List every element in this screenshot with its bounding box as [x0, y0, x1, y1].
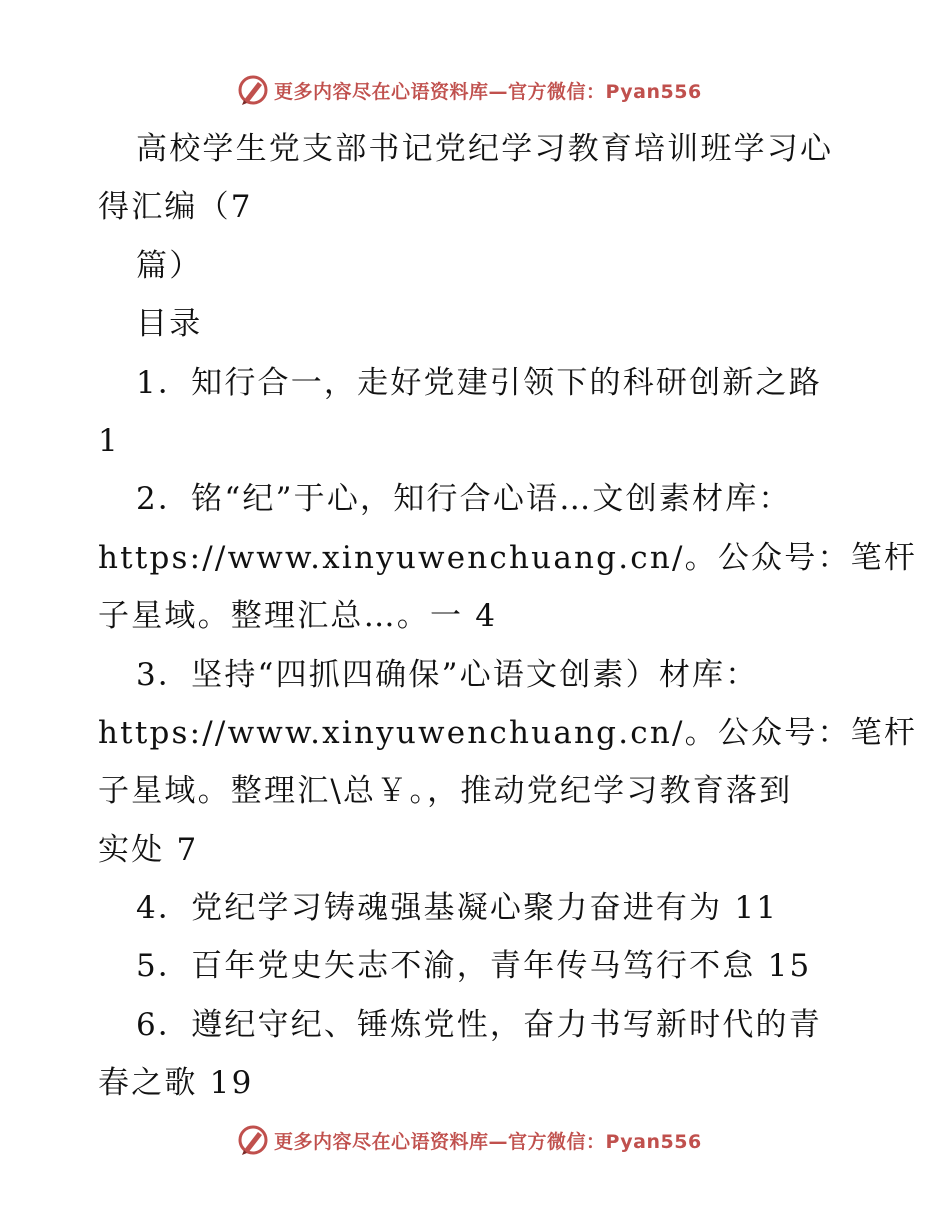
- toc-entry-4: 4．党纪学习铸魂强基凝心聚力奋进有为 11: [136, 890, 779, 927]
- toc-entry-3: 3．坚持“四抓四确保”心语文创素）材库：: [136, 656, 759, 693]
- doc-title-line-2: 得汇编（7: [98, 189, 253, 226]
- toc-entry-2-cont-1: https://www.xinyuwenchuang.cn/。公众号：笔杆: [98, 539, 918, 576]
- toc-entry-1: 1．知行合一，走好党建引领下的科研创新之路: [136, 364, 822, 401]
- doc-title-line-3: 篇）: [136, 247, 203, 284]
- watermark-text: 更多内容尽在心语资料库—官方微信：Pyan556: [274, 1130, 702, 1153]
- toc-entry-1-page: 1: [98, 422, 120, 459]
- toc-entry-2: 2．铭“纪”于心，知行合心语…文创素材库：: [136, 481, 792, 518]
- toc-entry-6-cont: 春之歌 19: [98, 1065, 254, 1102]
- toc-entry-5: 5．百年党史矢志不渝，青年传马笃行不怠 15: [136, 948, 812, 985]
- toc-entry-6: 6．遵纪守纪、锤炼党性，奋力书写新时代的青: [136, 1006, 822, 1043]
- toc-entry-2-cont-2: 子星域。整理汇总…。一 4: [98, 598, 498, 635]
- toc-entry-3-cont-1: https://www.xinyuwenchuang.cn/。公众号：笔杆: [98, 714, 918, 751]
- document-body: [98, 120, 918, 1113]
- watermark-banner-bottom: [236, 1122, 702, 1158]
- toc-heading: 目录: [136, 306, 203, 343]
- toc-entry-3-cont-2: 子星域。整理汇\总￥。，推动党纪学习教育落到: [98, 773, 793, 810]
- watermark-text: 更多内容尽在心语资料库—官方微信：Pyan556: [274, 80, 702, 103]
- watermark-banner-top: [236, 72, 702, 108]
- doc-title-line-1: 高校学生党支部书记党纪学习教育培训班学习心: [136, 131, 834, 167]
- toc-entry-3-cont-3: 实处 7: [98, 831, 199, 868]
- pen-logo-icon: [236, 1123, 270, 1157]
- pen-logo-icon: [236, 73, 270, 107]
